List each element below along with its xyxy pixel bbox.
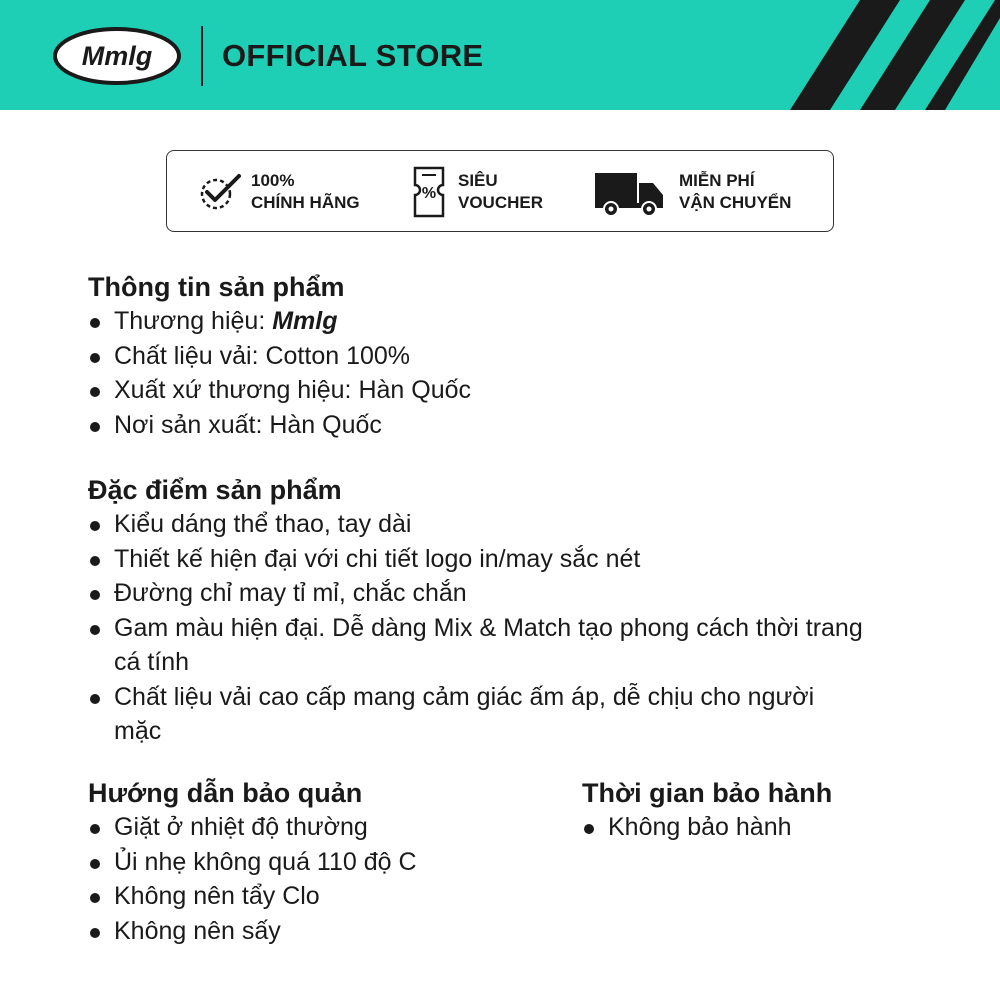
badge-authentic bbox=[199, 151, 360, 233]
care-item: Không nên tẩy Clo bbox=[88, 879, 548, 914]
brand-logo bbox=[52, 26, 182, 86]
feature-item: Gam màu hiện đại. Dễ dàng Mix & Match tạo phong cách thời trang cá tính bbox=[88, 611, 878, 680]
product-info-list bbox=[88, 304, 888, 442]
warranty-item: Không bảo hành bbox=[582, 810, 912, 845]
care-item: Ủi nhẹ không quá 110 độ C bbox=[88, 845, 548, 880]
badge-voucher bbox=[412, 151, 543, 233]
verified-check-icon bbox=[199, 172, 243, 212]
features-title: Đặc điểm sản phẩm bbox=[88, 475, 342, 505]
svg-text:%: % bbox=[421, 185, 437, 202]
warranty-section bbox=[582, 776, 912, 845]
logo-text: Mmlg bbox=[81, 41, 153, 71]
store-banner bbox=[0, 0, 1000, 110]
care-item: Không nên sấy bbox=[88, 914, 548, 949]
features-list bbox=[88, 507, 888, 749]
care-section bbox=[88, 776, 548, 948]
warranty-list bbox=[582, 810, 912, 845]
badge-shipping-line2: VẬN CHUYỂN bbox=[679, 193, 792, 212]
badge-voucher-line2: VOUCHER bbox=[458, 193, 544, 212]
delivery-truck-icon bbox=[593, 165, 667, 219]
badge-shipping-line1: MIỄN PHÍ bbox=[679, 171, 755, 190]
info-brand bbox=[88, 304, 888, 339]
warranty-title: Thời gian bảo hành bbox=[582, 778, 833, 808]
brand-label: Thương hiệu: bbox=[114, 307, 273, 335]
care-item: Giặt ở nhiệt độ thường bbox=[88, 810, 548, 845]
feature-item: Chất liệu vải cao cấp mang cảm giác ấm áp, dễ chịu cho người mặc bbox=[88, 680, 818, 749]
badge-free-shipping bbox=[593, 151, 791, 233]
benefits-bar bbox=[166, 150, 834, 232]
features-section bbox=[88, 473, 888, 749]
feature-item: Kiểu dáng thể thao, tay dài bbox=[88, 507, 888, 542]
store-title: OFFICIAL STORE bbox=[222, 38, 484, 73]
care-title: Hướng dẫn bảo quản bbox=[88, 778, 363, 808]
info-material: Chất liệu vải: Cotton 100% bbox=[88, 339, 888, 374]
feature-item: Đường chỉ may tỉ mỉ, chắc chắn bbox=[88, 576, 888, 611]
info-origin: Xuất xứ thương hiệu: Hàn Quốc bbox=[88, 373, 888, 408]
badge-authentic-line2: CHÍNH HÃNG bbox=[251, 193, 360, 212]
care-list bbox=[88, 810, 548, 948]
feature-item: Thiết kế hiện đại với chi tiết logo in/may sắc nét bbox=[88, 542, 888, 577]
product-info-title: Thông tin sản phẩm bbox=[88, 272, 345, 302]
product-info-section bbox=[88, 270, 888, 442]
header-divider bbox=[201, 26, 203, 86]
voucher-percent-icon bbox=[412, 165, 446, 219]
badge-voucher-line1: SIÊU bbox=[458, 171, 498, 190]
badge-authentic-line1: 100% bbox=[251, 171, 295, 190]
brand-value: Mmlg bbox=[272, 307, 338, 335]
info-made-in: Nơi sản xuất: Hàn Quốc bbox=[88, 408, 888, 443]
decorative-stripes bbox=[790, 0, 1000, 110]
